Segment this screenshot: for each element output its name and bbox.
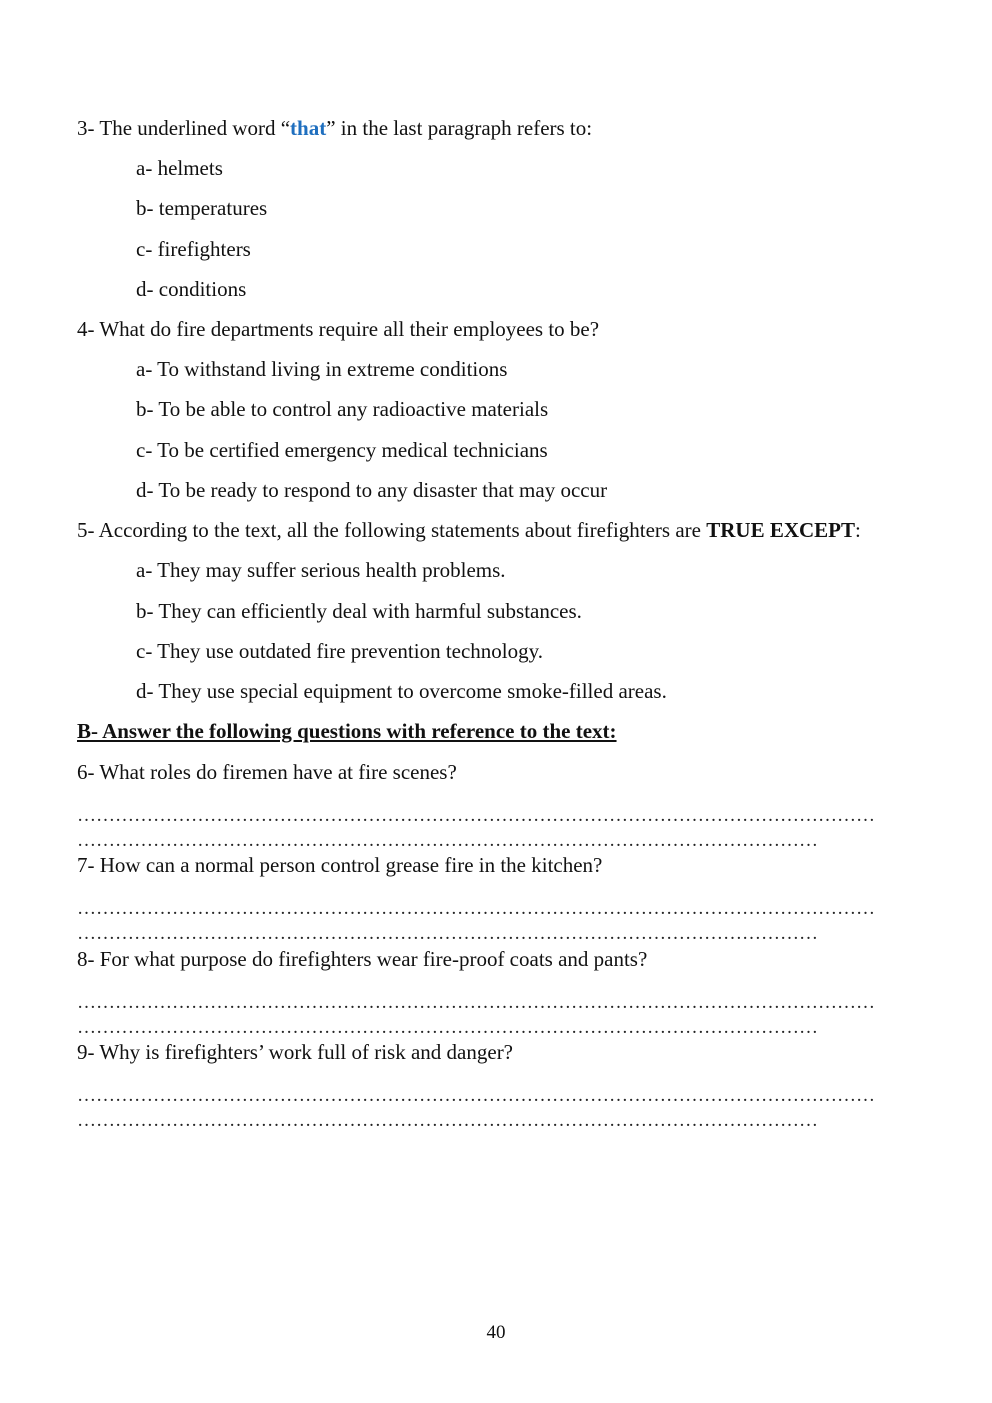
question-5-option-a: a- They may suffer serious health problems.: [136, 558, 506, 582]
question-5-suffix: :: [855, 518, 861, 542]
answer-line-6a[interactable]: ………………………………………………………………………………………………………………: [77, 805, 875, 826]
question-3: [77, 116, 592, 140]
answer-line-9a[interactable]: ………………………………………………………………………………………………………………: [77, 1085, 875, 1106]
question-3-keyword: that: [290, 116, 327, 140]
answer-line-6b[interactable]: ………………………………………………………………………………………………………: [77, 830, 818, 851]
answer-line-7b[interactable]: ………………………………………………………………………………………………………: [77, 923, 818, 944]
question-7: 7- How can a normal person control grease fire in the kitchen?: [77, 853, 603, 877]
question-9: 9- Why is firefighters’ work full of risk and danger?: [77, 1040, 514, 1064]
question-3-option-d: d- conditions: [136, 277, 247, 301]
section-b-heading: B- Answer the following questions with reference to the text:: [77, 719, 617, 743]
question-4-option-b: b- To be able to control any radioactive materials: [136, 397, 549, 421]
question-5-option-c: c- They use outdated fire prevention technology.: [136, 639, 544, 663]
question-3-option-b: b- temperatures: [136, 196, 268, 220]
page-number: 40: [486, 1322, 506, 1343]
answer-line-8a[interactable]: ………………………………………………………………………………………………………………: [77, 992, 875, 1013]
question-5-emphasis: TRUE EXCEPT: [706, 518, 856, 542]
question-5-option-d: d- They use special equipment to overcome smoke-filled areas.: [136, 679, 667, 703]
question-3-prefix: 3- The underlined word “: [77, 116, 291, 140]
question-4: 4- What do fire departments require all their employees to be?: [77, 317, 600, 341]
answer-line-7a[interactable]: ………………………………………………………………………………………………………………: [77, 898, 875, 919]
question-6: 6- What roles do firemen have at fire scenes?: [77, 760, 457, 784]
question-4-option-d: d- To be ready to respond to any disaster that may occur: [136, 478, 608, 502]
question-4-option-c: c- To be certified emergency medical technicians: [136, 438, 548, 462]
question-5: [77, 518, 861, 542]
question-3-option-a: a- helmets: [136, 156, 223, 180]
question-5-option-b: b- They can efficiently deal with harmful substances.: [136, 599, 582, 623]
question-8: 8- For what purpose do firefighters wear fire-proof coats and pants?: [77, 947, 648, 971]
question-3-suffix: ” in the last paragraph refers to:: [326, 116, 593, 140]
answer-line-9b[interactable]: ………………………………………………………………………………………………………: [77, 1110, 818, 1131]
question-4-option-a: a- To withstand living in extreme conditions: [136, 357, 508, 381]
question-3-option-c: c- firefighters: [136, 237, 251, 261]
question-5-prefix: 5- According to the text, all the following statements about firefighters are: [77, 518, 707, 542]
answer-line-8b[interactable]: ………………………………………………………………………………………………………: [77, 1017, 818, 1038]
